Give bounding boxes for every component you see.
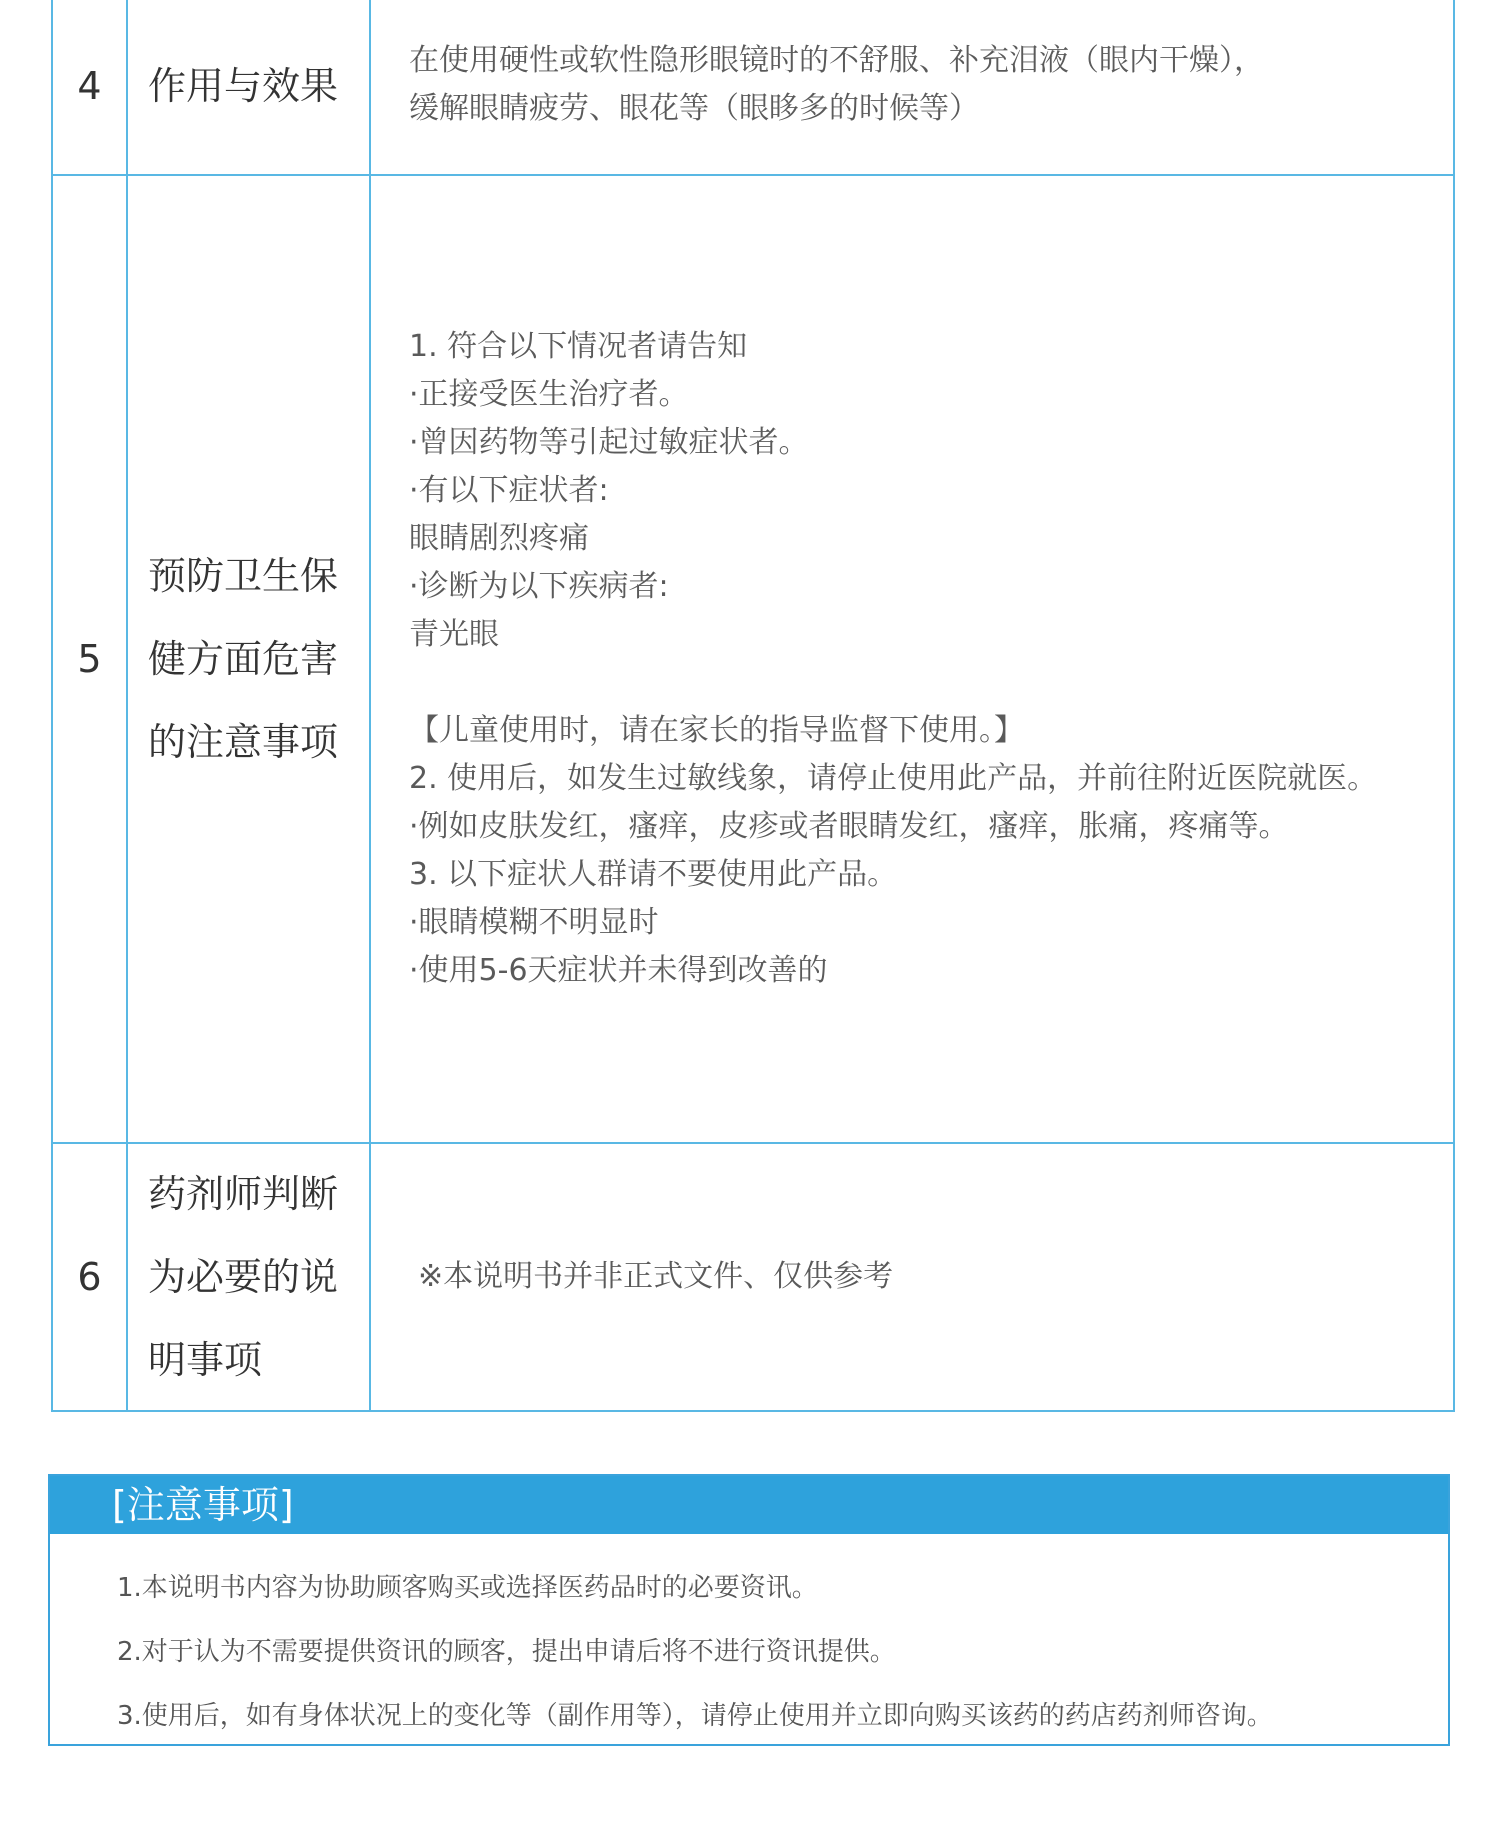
content-line: ·曾因药物等引起过敏症状者。 [409,425,809,460]
drug-spec-table [51,0,1455,1412]
content-line: 在使用硬性或软性隐形眼镜时的不舒服、补充泪液（眼内干燥）， [409,43,1264,78]
content-line: 1. 符合以下情况者请告知 [409,329,748,364]
row-heading-line: 的注意事项 [148,719,339,764]
content-line: ·例如皮肤发红，瘙痒，皮疹或者眼睛发红，瘙痒，胀痛，疼痛等。 [409,809,1289,844]
table-row [52,175,1454,1143]
row-heading-line: 为必要的说 [148,1254,339,1299]
content-line: ※本说明书并非正式文件、仅供参考 [418,1259,894,1294]
row-heading-line: 健方面危害 [148,636,339,681]
row-content [370,175,1454,1143]
content-line [409,659,1443,707]
row-number: 4 [52,0,127,175]
content-line: 眼睛剧烈疼痛 [409,521,589,556]
content-line: ·有以下症状者: [409,473,609,508]
content-line: 青光眼 [409,617,499,652]
content-line: 3. 以下症状人群请不要使用此产品。 [409,857,898,892]
notice-title: [注意事项] [112,1483,294,1527]
row-number: 6 [52,1143,127,1411]
row-heading [127,1143,370,1411]
row-heading [127,0,370,175]
row-heading-line: 作用与效果 [148,64,339,108]
table-row [52,0,1454,175]
row-content [370,0,1454,175]
list-item: 1.本说明书内容为协助顾客购买或选择医药品时的必要资讯。 [117,1573,818,1603]
list-item: 3.使用后，如有身体状况上的变化等（副作用等），请停止使用并立即向购买该药的药店药剂师咨询。 [117,1701,1273,1731]
row-heading-line: 预防卫生保 [148,553,339,598]
row-content [370,1143,1454,1411]
row-heading-line: 药剂师判断 [148,1171,339,1216]
notice-box [48,1474,1450,1746]
content-line: ·眼睛模糊不明显时 [409,905,659,940]
row-number: 5 [52,175,127,1143]
content-line: 缓解眼睛疲劳、眼花等（眼眵多的时候等） [409,91,979,126]
content-line: 2. 使用后，如发生过敏线象，请停止使用此产品，并前往附近医院就医。 [409,761,1378,796]
content-line: ·使用5-6天症状并未得到改善的 [409,953,828,988]
row-heading-line: 明事项 [148,1337,263,1382]
notice-header [50,1476,1448,1534]
list-item: 2.对于认为不需要提供资讯的顾客，提出申请后将不进行资讯提供。 [117,1637,896,1667]
row-heading [127,175,370,1143]
content-line: 【儿童使用时，请在家长的指导监督下使用。】 [409,713,1024,748]
content-line: ·正接受医生治疗者。 [409,377,689,412]
content-line: ·诊断为以下疾病者: [409,569,669,604]
table-row [52,1143,1454,1411]
notice-list [117,1556,1273,1748]
